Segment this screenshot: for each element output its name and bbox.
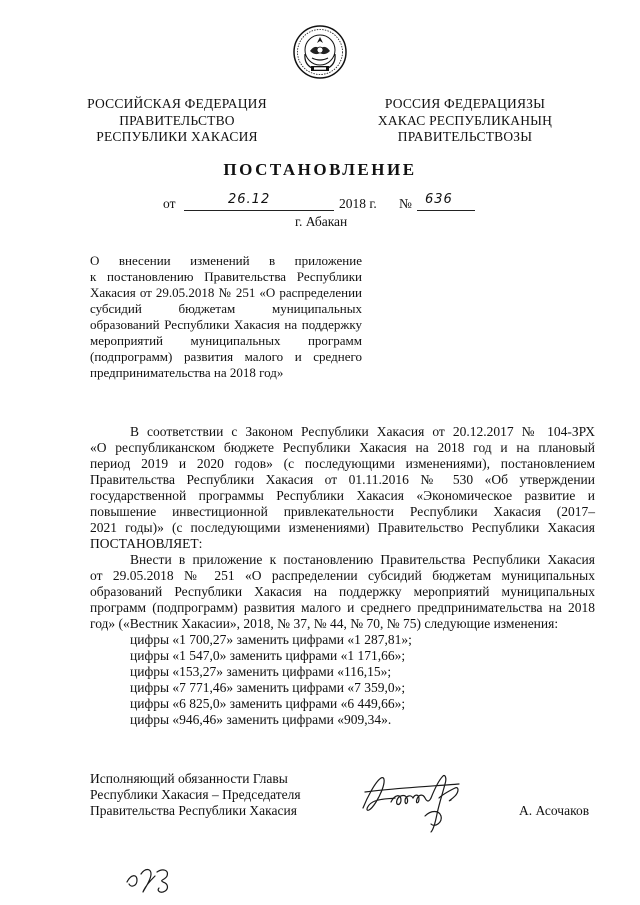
- handwritten-signature: [355, 768, 485, 838]
- body-line: «О республиканском бюджете Республики Хакасия на 2018 год и на плановый: [90, 440, 595, 455]
- subject-line: к постановлению Правительства Республики: [90, 269, 362, 284]
- subject-line: мероприятий муниципальных программ: [90, 333, 362, 348]
- header-right-line: РОССИЯ ФЕДЕРАЦИЯЗЫ: [384, 96, 546, 111]
- number-underline: [417, 210, 475, 211]
- subject-line: предпринимательства на 2018 год»: [90, 365, 284, 380]
- subject-line: Хакасия от 29.05.2018 № 251 «О распределении: [90, 285, 362, 300]
- body-line: государственной программы Республики Хакасия «Экономическое развитие и: [90, 488, 595, 503]
- body-line: Правительства Республики Хакасия от 01.11.2016 № 530 «Об утверждении: [90, 472, 595, 487]
- body-line: ПОСТАНОВЛЯЕТ:: [90, 536, 203, 551]
- number-handwritten: 636: [425, 192, 453, 207]
- date-handwritten: 26.12: [228, 192, 271, 207]
- body-line: повышение инвестиционной привлекательности Республики Хакасия (2017–: [90, 504, 595, 519]
- header-left-line: РОССИЙСКАЯ ФЕДЕРАЦИЯ: [87, 96, 267, 111]
- change-item: цифры «6 825,0» заменить цифрами «6 449,66»;: [130, 696, 406, 711]
- header-right-line: ПРАВИТЕЛЬСТВОЗЫ: [397, 129, 533, 144]
- document-title: ПОСТАНОВЛЕНИЕ: [223, 160, 417, 179]
- subject-line: (подпрограмм) развития малого и среднего: [90, 349, 362, 364]
- header-left: [72, 96, 282, 146]
- change-item: цифры «7 771,46» заменить цифрами «7 359,0»;: [130, 680, 406, 695]
- handwritten-mark: [123, 860, 183, 896]
- document-body: [90, 424, 595, 728]
- subject-line: субсидий бюджетам муниципальных: [90, 301, 362, 316]
- signatory-line: Республики Хакасия – Председателя: [90, 787, 301, 802]
- body-line: год» («Вестник Хакасии», 2018, № 37, № 44, № 70, № 75) следующие изменения:: [90, 616, 559, 631]
- signatory-name: А. Асочаков: [519, 803, 590, 818]
- body-line: образований Республики Хакасия на поддержку мероприятий муниципальных: [90, 584, 595, 599]
- body-line: программ (подпрограмм) развития малого и среднего предпринимательства на 2018: [90, 600, 595, 615]
- change-item: цифры «946,46» заменить цифрами «909,34».: [130, 712, 392, 727]
- signatory-line: Правительства Республики Хакасия: [90, 803, 297, 818]
- body-line: В соответствии с Законом Республики Хакасия от 20.12.2017 № 104-ЗРХ: [130, 424, 595, 439]
- body-line: Внести в приложение к постановлению Правительства Республики Хакасия: [130, 552, 595, 567]
- signatory-title: [90, 771, 301, 819]
- subject-line: О внесении изменений в приложение: [90, 253, 362, 268]
- header-right-line: ХАКАС РЕСПУБЛИКАНЫҢ: [377, 112, 553, 128]
- subject-block: [90, 253, 362, 381]
- body-line: 2021 годы)» (с последующими изменениями) Правительство Республики Хакасия: [90, 520, 595, 535]
- change-item: цифры «1 700,27» заменить цифрами «1 287,81»;: [130, 632, 412, 647]
- header-left-line: ПРАВИТЕЛЬСТВО: [119, 112, 235, 128]
- subject-line: образований Республики Хакасия на поддержку: [90, 317, 362, 332]
- date-year: 2018 г.: [339, 196, 377, 211]
- coat-of-arms-icon: [292, 24, 348, 80]
- date-prefix: от: [163, 196, 176, 211]
- header-left-line: РЕСПУБЛИКИ ХАКАСИЯ: [96, 129, 258, 144]
- number-sign: №: [399, 196, 412, 211]
- change-item: цифры «153,27» заменить цифрами «116,15»;: [130, 664, 392, 679]
- change-item: цифры «1 547,0» заменить цифрами «1 171,66»;: [130, 648, 406, 663]
- signatory-line: Исполняющий обязанности Главы: [90, 771, 288, 786]
- body-line: от 29.05.2018 № 251 «О распределении субсидий бюджетам муниципальных: [90, 568, 595, 583]
- body-line: период 2019 и 2020 годов» (с последующими изменениями), постановлением: [90, 456, 595, 471]
- city: г. Абакан: [295, 214, 348, 229]
- header-right: [360, 96, 570, 146]
- date-underline: [184, 210, 334, 211]
